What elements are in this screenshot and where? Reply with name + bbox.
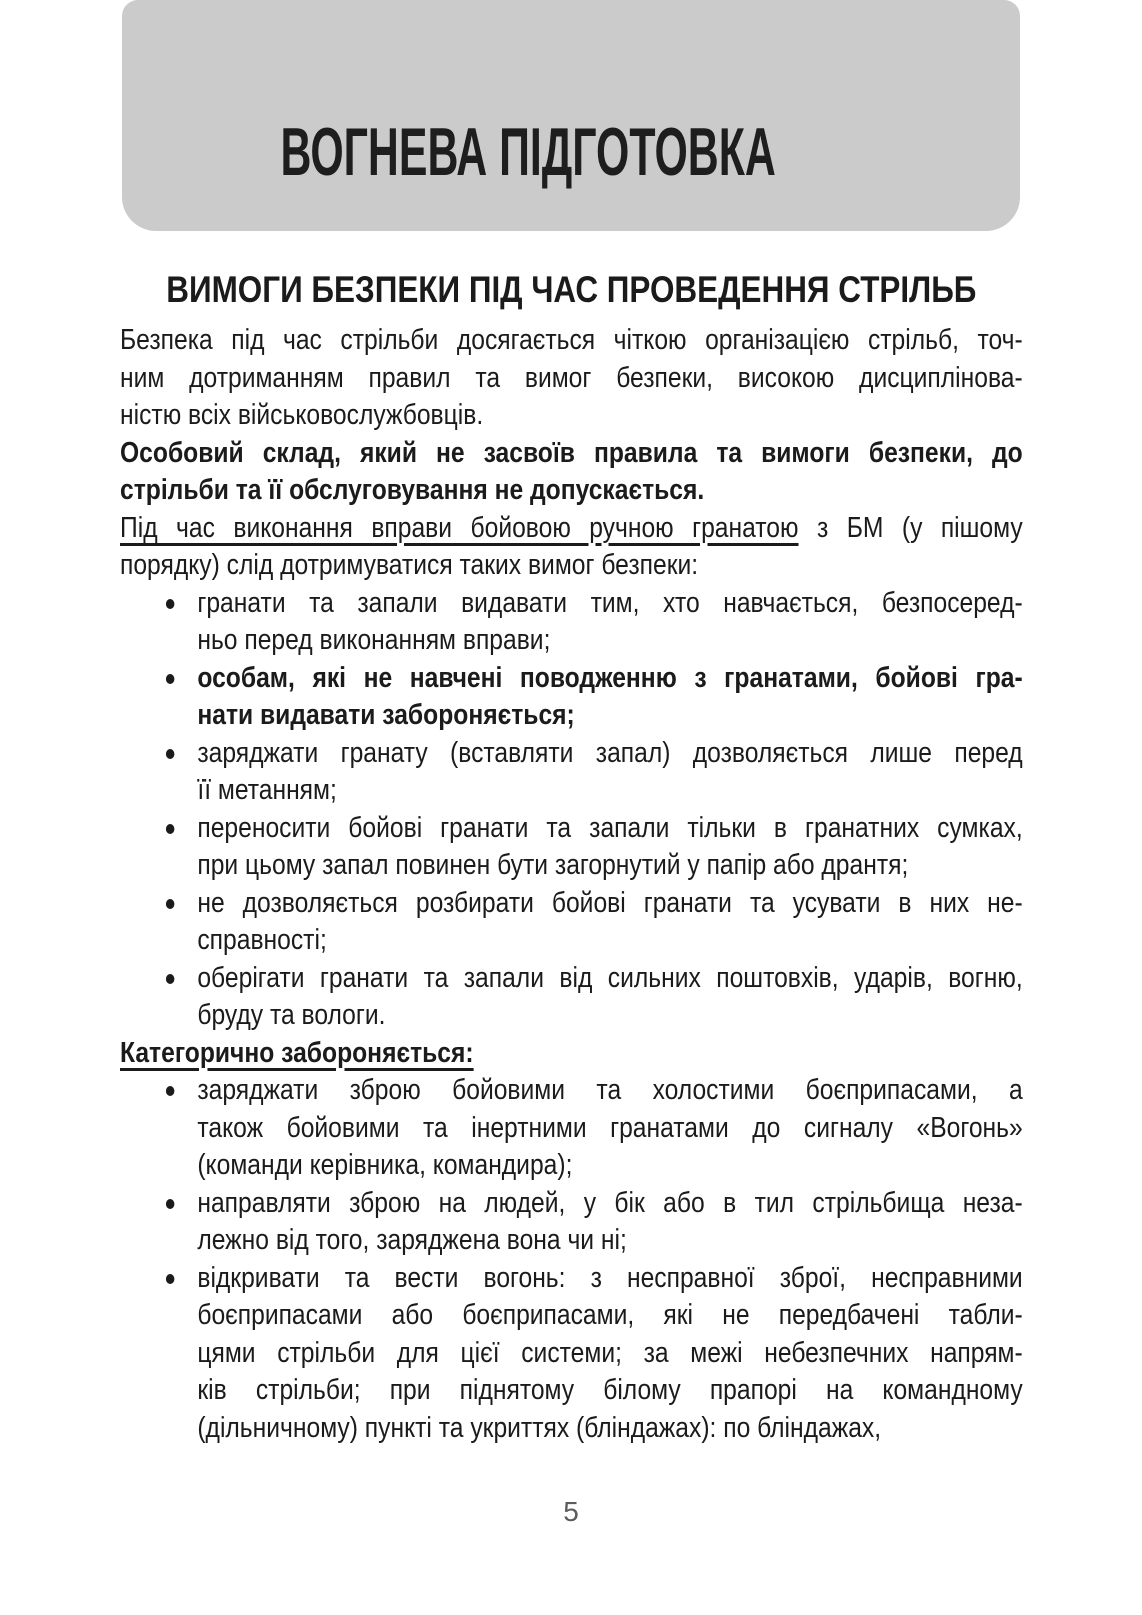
bullet-item-text: [197, 1260, 1022, 1448]
bullet-item-text: [197, 660, 1022, 735]
text-line: ністю всіх військовослужбовців.: [120, 399, 484, 431]
bullet-icon: [166, 1199, 175, 1209]
bullet-item-text: [197, 735, 1022, 810]
bullet-item: [120, 1072, 1023, 1185]
bullet-item-text: [197, 885, 1022, 960]
bullet-icon: [166, 824, 175, 834]
text-line: Особовий склад, який не засвоїв правила та вимоги безпеки, до: [120, 436, 1023, 469]
bullet-icon: [166, 749, 175, 759]
text-line: заряджати гранату (вставляти запал) дозволяється лише перед: [197, 736, 1023, 769]
bullet-item: [120, 1260, 1023, 1448]
bullet-item: [120, 660, 1023, 735]
text-line: ків стрільби; при піднятому білому прапорі на командному: [197, 1374, 1023, 1406]
bullet-icon: [166, 674, 175, 684]
text-line: (команди керівника, командира);: [197, 1149, 573, 1181]
bullet-icon: [166, 1274, 175, 1284]
text-line: також бойовими та інертними гранатами до сигналу «Вогонь»: [197, 1111, 1023, 1144]
text-line: справності;: [197, 924, 327, 956]
bullet-icon: [166, 599, 175, 609]
text-line: боєприпасами або боєприпасами, які не передбачені табли-: [197, 1299, 1023, 1331]
section-heading: ВИМОГИ БЕЗПЕКИ ПІД ЧАС ПРОВЕДЕННЯ СТРІЛЬБ: [166, 269, 977, 310]
text-line: нати видавати забороняється;: [197, 699, 575, 731]
bullet-item: [120, 810, 1023, 885]
paragraph: [120, 435, 1023, 510]
text-line: ним дотриманням правил та вимог безпеки, високою дисциплінова-: [120, 361, 1023, 394]
bullet-item: [120, 1185, 1023, 1260]
text-line: особам, які не навчені поводженню з гранатами, бойові гра-: [197, 661, 1023, 694]
text-line: Категорично забороняється:: [120, 1036, 474, 1069]
bullet-item: [120, 735, 1023, 810]
bullet-item: [120, 585, 1023, 660]
text-line: стрільби та її обслуговування не допускається.: [120, 474, 705, 506]
chapter-title: ВОГНЕВА ПІДГОТОВКА: [280, 114, 776, 190]
bullet-list: [120, 585, 1023, 1035]
paragraph: [120, 510, 1023, 585]
page-number: 5: [563, 1496, 579, 1527]
text-line: бруду та вологи.: [197, 999, 386, 1031]
text-line: гранати та запали видавати тим, хто навчається, безпосеред-: [197, 586, 1023, 619]
text-segment: з БМ (у пішому: [798, 511, 1023, 544]
bullet-item-text: [197, 585, 1022, 660]
bullet-icon: [166, 1086, 175, 1096]
text-line: заряджати зброю бойовими та холостими боєприпасами, а: [197, 1074, 1023, 1106]
bullet-list: [120, 1072, 1023, 1447]
text-line: її метанням;: [197, 774, 337, 806]
text-line: ньо перед виконанням вправи;: [197, 624, 551, 656]
text-line: цями стрільби для цієї системи; за межі небезпечних напрям-: [197, 1336, 1023, 1369]
bullet-item: [120, 960, 1023, 1035]
body-text: [120, 322, 1023, 1447]
bullet-item: [120, 885, 1023, 960]
text-line: порядку) слід дотримуватися таких вимог безпеки:: [120, 549, 699, 581]
text-line: (дільничному) пункті та укриттях (бліндажах): по бліндажах,: [197, 1411, 882, 1444]
bullet-item-text: [197, 1072, 1022, 1185]
text-line: [120, 510, 1023, 548]
text-line: Безпека під час стрільби досягається чіткою організацією стрільб, точ-: [120, 324, 1023, 356]
text-line: відкривати та вести вогонь: з несправної зброї, несправними: [197, 1261, 1023, 1294]
text-line: оберігати гранати та запали від сильних поштовхів, ударів, вогню,: [197, 961, 1023, 994]
bullet-icon: [166, 899, 175, 909]
underlined-heading: [120, 1035, 1023, 1073]
bullet-item-text: [197, 960, 1022, 1035]
text-line: направляти зброю на людей, у бік або в тил стрільбища неза-: [197, 1186, 1023, 1219]
bullet-item-text: [197, 810, 1022, 885]
text-line: не дозволяється розбирати бойові гранати та усувати в них не-: [197, 886, 1023, 919]
paragraph: [120, 322, 1023, 435]
underlined-text: Під час виконання вправи бойовою ручною гранатою: [120, 511, 799, 544]
bullet-item-text: [197, 1185, 1022, 1260]
text-line: при цьому запал повинен бути загорнутий у папір або дрантя;: [197, 849, 909, 881]
text-line: переносити бойові гранати та запали тільки в гранатних сумках,: [197, 811, 1023, 844]
text-line: лежно від того, заряджена вона чи ні;: [197, 1224, 627, 1256]
chapter-banner: [122, 0, 1020, 231]
bullet-icon: [166, 974, 175, 984]
